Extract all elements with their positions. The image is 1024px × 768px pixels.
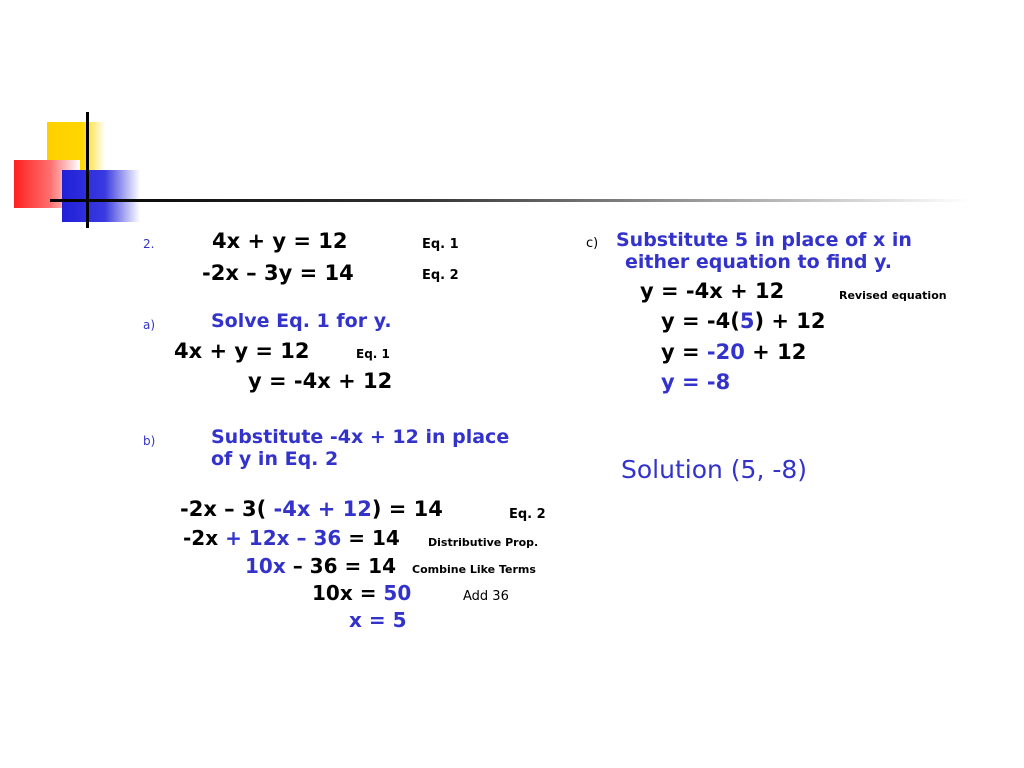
step-b-line-1-part3: ) = 14 xyxy=(371,497,443,521)
step-b-result: x = 5 xyxy=(349,608,407,632)
step-c-line-2-part1: y = -4( xyxy=(661,309,740,333)
step-c-line-2-part2: 5 xyxy=(739,309,755,333)
equation-2: -2x – 3y = 14 xyxy=(202,261,354,285)
step-b-line-3 xyxy=(245,554,396,578)
step-b-line-3-label: Combine Like Terms xyxy=(412,563,536,576)
step-c-line-2 xyxy=(661,309,826,333)
step-c-instruction-line1: Substitute 5 in place of x in xyxy=(616,229,912,251)
step-c-line-3 xyxy=(661,340,806,364)
step-a-result: y = -4x + 12 xyxy=(248,369,393,393)
step-c-line-3-part2: -20 xyxy=(706,340,745,364)
step-a-equation-label: Eq. 1 xyxy=(356,347,390,361)
solution-text: Solution (5, -8) xyxy=(621,455,808,484)
step-b-line-2-part1: -2x xyxy=(183,526,219,550)
step-b-line-3-part1: 10x xyxy=(245,554,286,578)
step-b-instruction-line2: of y in Eq. 2 xyxy=(211,448,339,470)
step-b-line-2 xyxy=(183,526,400,550)
step-c-instruction-line2: either equation to find y. xyxy=(625,251,892,273)
step-b-line-1-part2: -4x + 12 xyxy=(266,497,372,521)
step-a-instruction: Solve Eq. 1 for y. xyxy=(211,310,392,332)
step-b-line-1-part1: -2x – 3( xyxy=(180,497,267,521)
step-c-line-1-label: Revised equation xyxy=(839,289,947,302)
title-divider xyxy=(50,199,970,202)
step-b-line-4 xyxy=(312,581,411,605)
step-a-equation: 4x + y = 12 xyxy=(174,339,310,363)
step-b-line-3-part2: – 36 = 14 xyxy=(285,554,397,578)
step-b-line-1 xyxy=(180,497,443,521)
problem-number: 2. xyxy=(143,237,155,251)
step-b-line-2-part2: + 12x – 36 xyxy=(218,526,342,550)
step-b-line-4-part1: 10x = xyxy=(312,581,384,605)
step-c-line-2-part3: ) + 12 xyxy=(754,309,826,333)
step-b-marker: b) xyxy=(143,434,156,448)
step-c-line-3-part1: y = xyxy=(661,340,707,364)
step-c-marker: c) xyxy=(586,236,599,251)
blue-square-decoration xyxy=(62,170,140,222)
step-c-result: y = -8 xyxy=(661,370,731,394)
equation-1: 4x + y = 12 xyxy=(212,229,348,253)
step-b-line-4-part2: 50 xyxy=(383,581,412,605)
step-b-line-2-label: Distributive Prop. xyxy=(428,536,539,549)
step-b-line-1-label: Eq. 2 xyxy=(509,507,546,522)
step-a-marker: a) xyxy=(143,318,156,332)
step-b-line-2-part3: = 14 xyxy=(341,526,400,550)
equation-1-label: Eq. 1 xyxy=(422,237,459,252)
step-c-line-1: y = -4x + 12 xyxy=(640,279,785,303)
step-c-line-3-part3: + 12 xyxy=(744,340,807,364)
step-b-line-4-label: Add 36 xyxy=(463,589,509,604)
step-b-instruction-line1: Substitute -4x + 12 in place xyxy=(211,426,510,448)
vertical-rule xyxy=(86,112,89,228)
equation-2-label: Eq. 2 xyxy=(422,268,459,283)
